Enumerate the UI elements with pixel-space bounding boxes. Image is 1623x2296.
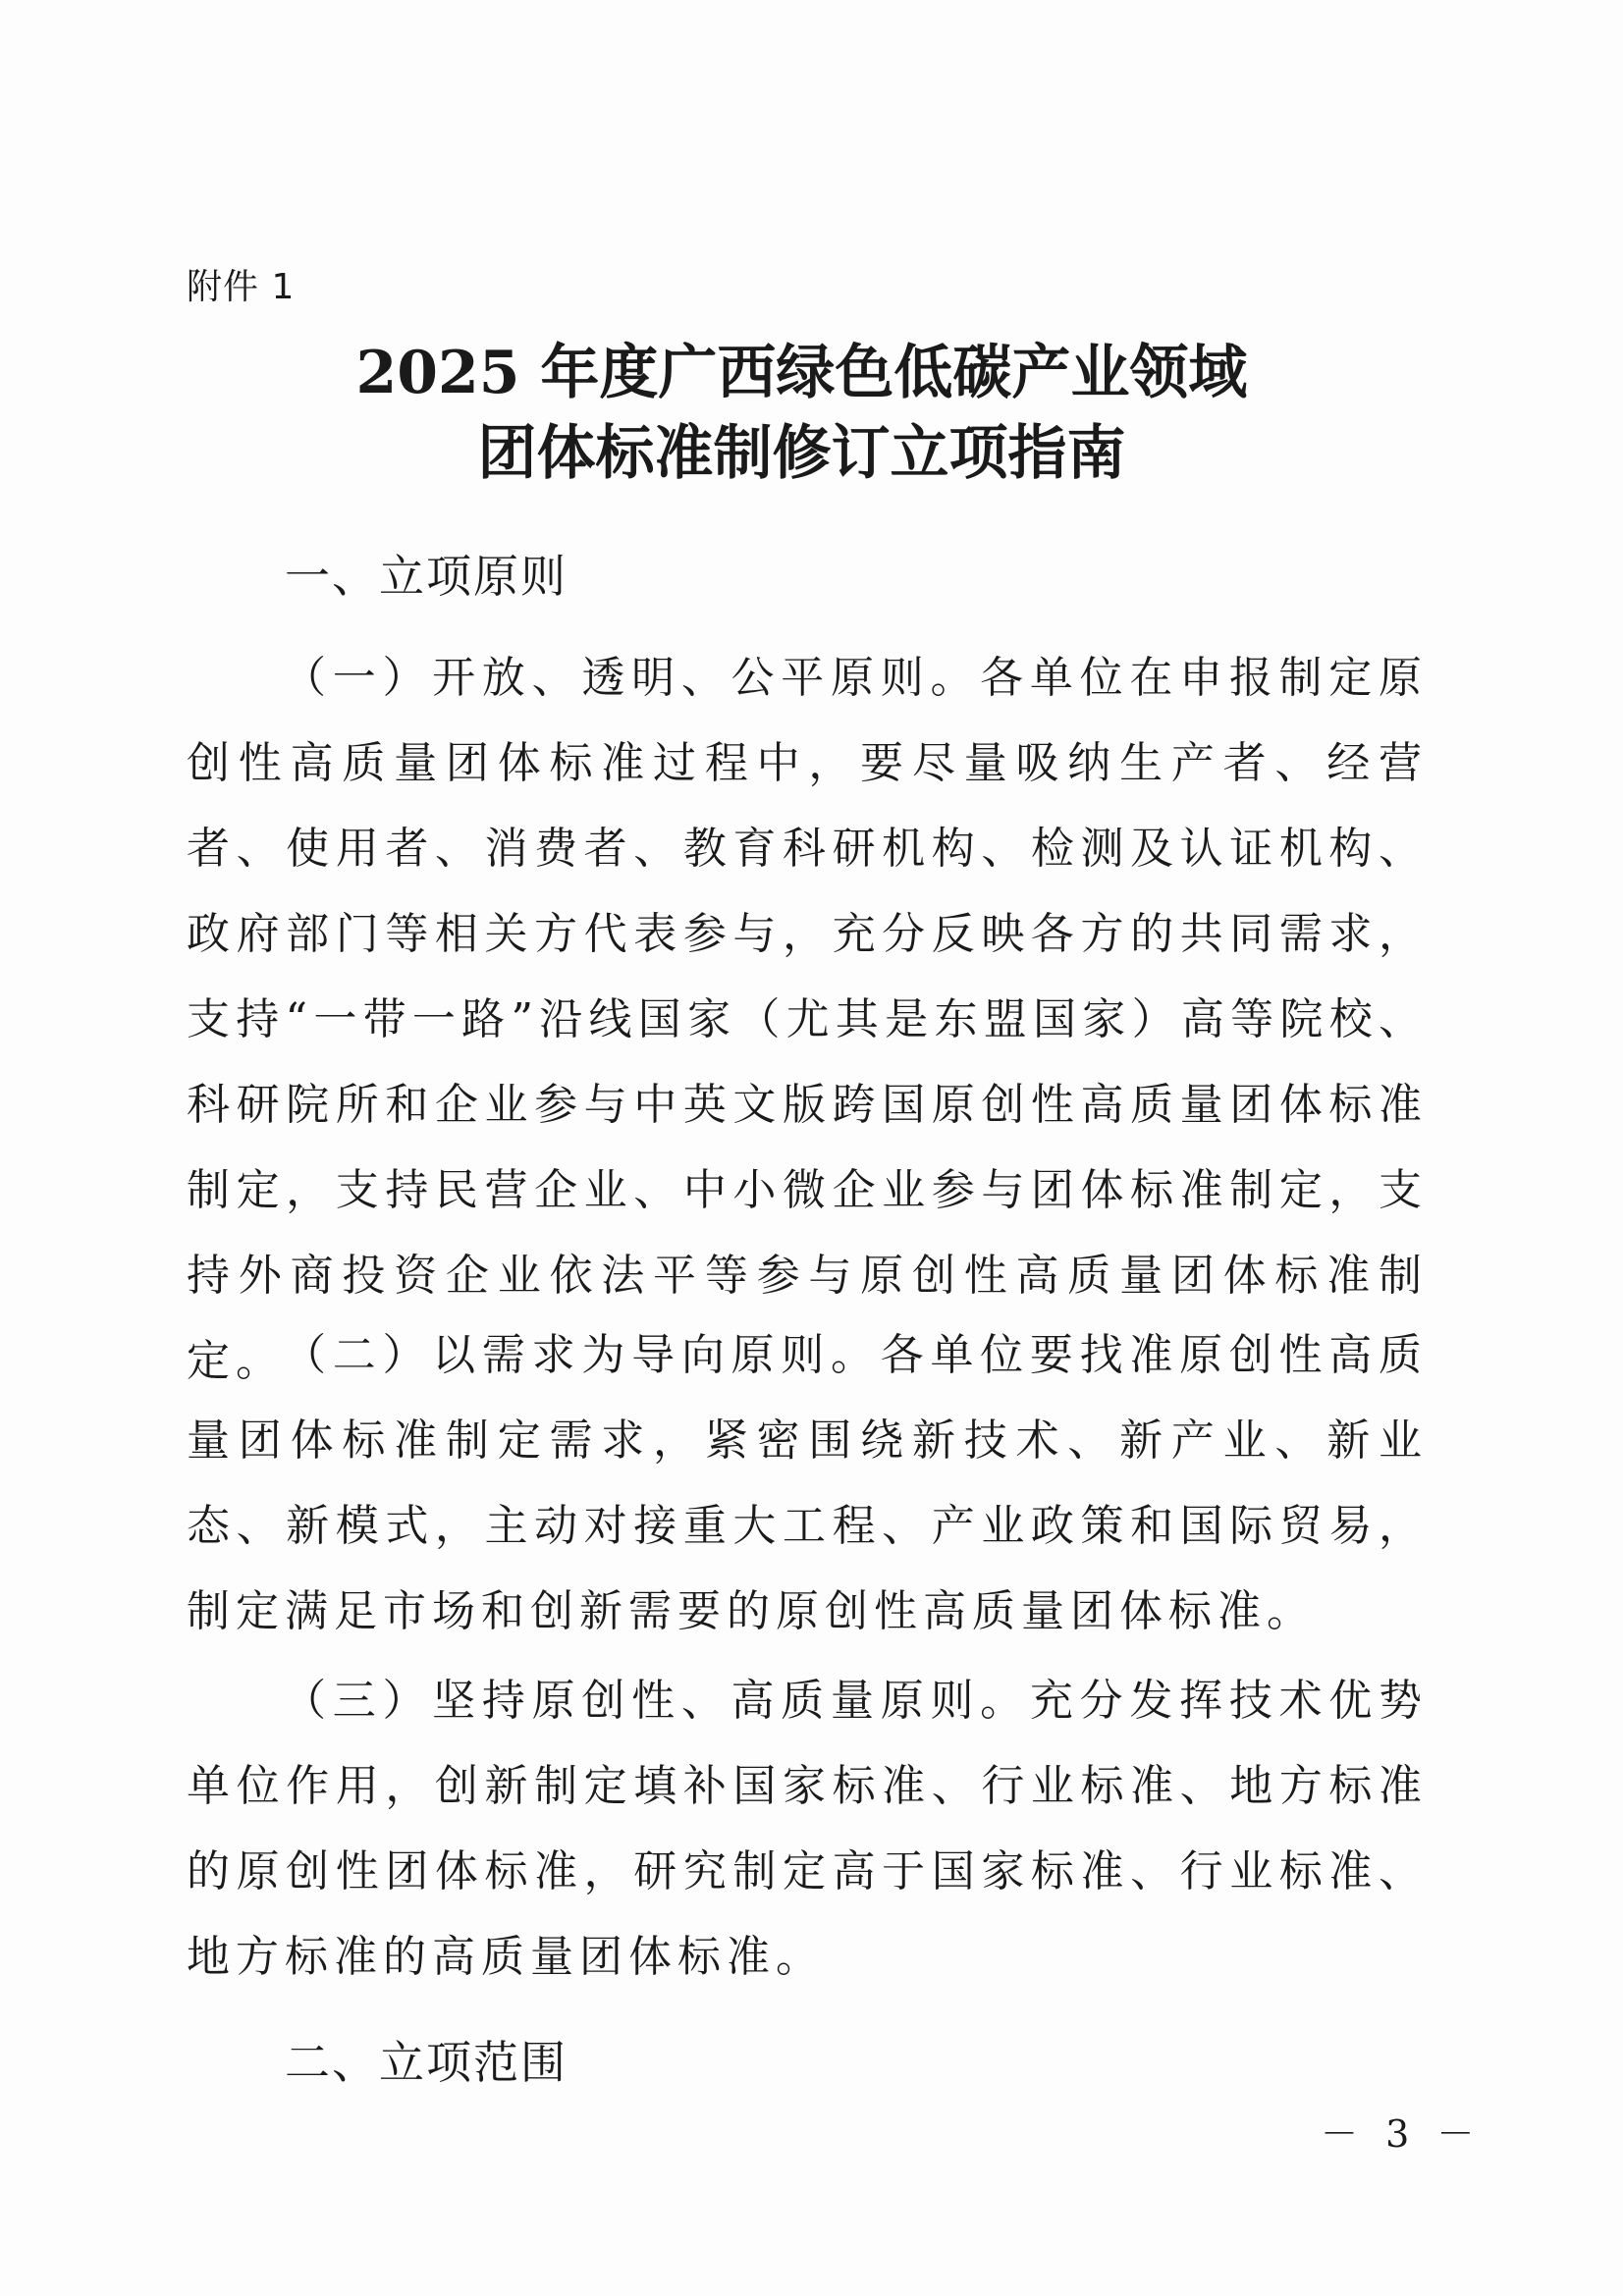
attachment-label: 附件 1 (187, 267, 296, 307)
section-heading-principles: 一、立项原则 (285, 550, 568, 603)
paragraph-open-transparent-fair: （一）开放、透明、公平原则。各单位在申报制定原创性高质量团体标准过程中，要尽量吸纳生产者、经营者、使用者、消费者、教育科研机构、检测及认证机构、政府部门等相关方代表参与，充分反映各方的共同需求，支持“一带一路”沿线国家（尤其是东盟国家）高等院校、科研院所和企业参与中英文版跨国原创性高质量团体标准制定，支持民营企业、中小微企业参与团体标准制定，支持外商投资企业依法平等参与原创性高质量团体标准制定。 (187, 653, 1428, 1386)
document-title-line-1: 2025 年度广西绿色低碳产业领域 (355, 339, 1248, 407)
page-number: － 3 － (1321, 2112, 1483, 2156)
section-heading-scope: 二、立项范围 (285, 2036, 568, 2089)
paragraph-demand-oriented: （二）以需求为导向原则。各单位要找准原创性高质量团体标准制定需求，紧密围绕新技术、新产业、新业态、新模式，主动对接重大工程、产业政策和国际贸易，制定满足市场和创新需要的原创性高质量团体标准。 (187, 1330, 1428, 1636)
document-title-line-2: 团体标准制修订立项指南 (477, 419, 1126, 488)
paragraph-originality-quality: （三）坚持原创性、高质量原则。充分发挥技术优势单位作用，创新制定填补国家标准、行业标准、地方标准的原创性团体标准，研究制定高于国家标准、行业标准、地方标准的高质量团体标准。 (187, 1676, 1428, 1982)
